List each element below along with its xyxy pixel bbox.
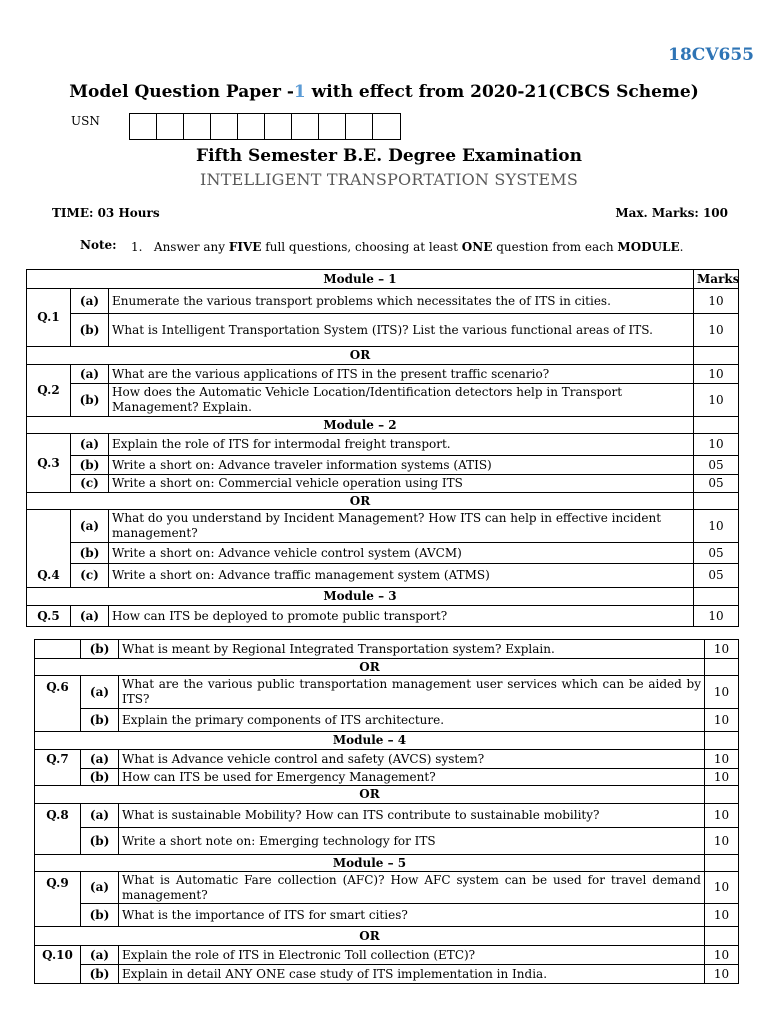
sub-question: (a) bbox=[81, 676, 119, 709]
usn-box bbox=[319, 114, 346, 139]
question-text: How can ITS be used for Emergency Management? bbox=[119, 769, 705, 786]
sub-question: (c) bbox=[71, 475, 109, 493]
question-text: What is Intelligent Transportation System (ITS)? List the various functional areas of ITS. bbox=[109, 314, 694, 347]
sub-question: (a) bbox=[71, 606, 109, 627]
sub-question: (b) bbox=[81, 904, 119, 927]
question-marks: 10 bbox=[705, 872, 739, 904]
usn-box bbox=[157, 114, 184, 139]
question-text: Write a short note on: Emerging technology for ITS bbox=[119, 828, 705, 855]
sub-question: (b) bbox=[71, 543, 109, 564]
question-text: Enumerate the various transport problems which necessitates the of ITS in cities. bbox=[109, 289, 694, 314]
sub-question: (b) bbox=[71, 456, 109, 475]
note-number: 1. bbox=[131, 240, 143, 254]
sub-question: (a) bbox=[81, 804, 119, 828]
sub-question: (a) bbox=[71, 289, 109, 314]
question-marks: 10 bbox=[705, 965, 739, 984]
empty-cell bbox=[35, 640, 81, 659]
note-part: FIVE bbox=[228, 240, 262, 254]
empty-cell bbox=[705, 659, 739, 676]
question-number: Q.10 bbox=[35, 946, 81, 984]
question-text: What do you understand by Incident Management? How ITS can help in effective incident management? bbox=[109, 510, 694, 543]
module-2-header: Module – 2 bbox=[27, 417, 694, 434]
question-marks: 10 bbox=[705, 946, 739, 965]
paper-title bbox=[0, 82, 768, 102]
note-part: Answer any bbox=[153, 240, 229, 254]
question-text: What is Automatic Fare collection (AFC)? How AFC system can be used for travel demand management? bbox=[119, 872, 705, 904]
question-number: Q.4 bbox=[27, 510, 71, 588]
sub-question: (a) bbox=[71, 510, 109, 543]
note-part: question from each bbox=[492, 240, 618, 254]
note-label: Note: bbox=[80, 238, 117, 252]
question-text: What is meant by Regional Integrated Transportation system? Explain. bbox=[119, 640, 705, 659]
question-number: Q.9 bbox=[35, 872, 81, 927]
or-row: OR bbox=[35, 786, 705, 804]
sub-question: (b) bbox=[81, 769, 119, 786]
question-marks: 10 bbox=[705, 828, 739, 855]
question-number: Q.1 bbox=[27, 289, 71, 347]
question-table-page2 bbox=[34, 639, 739, 984]
empty-cell bbox=[705, 732, 739, 750]
question-marks: 05 bbox=[694, 475, 739, 493]
question-marks: 10 bbox=[694, 314, 739, 347]
question-text: What is the importance of ITS for smart cities? bbox=[119, 904, 705, 927]
module-5-header: Module – 5 bbox=[35, 855, 705, 872]
usn-boxes bbox=[129, 113, 401, 140]
module-3-header: Module – 3 bbox=[27, 588, 694, 606]
sub-question: (b) bbox=[81, 965, 119, 984]
question-marks: 10 bbox=[705, 804, 739, 828]
exam-name: Fifth Semester B.E. Degree Examination bbox=[196, 146, 582, 166]
exam-time: TIME: 03 Hours bbox=[52, 206, 160, 220]
question-text: Write a short on: Advance traffic management system (ATMS) bbox=[109, 564, 694, 588]
question-marks: 10 bbox=[694, 606, 739, 627]
usn-box bbox=[265, 114, 292, 139]
question-text: What are the various applications of ITS in the present traffic scenario? bbox=[109, 365, 694, 384]
usn-box bbox=[373, 114, 400, 139]
question-number: Q.3 bbox=[27, 434, 71, 493]
sub-question: (a) bbox=[71, 434, 109, 456]
module-4-header: Module – 4 bbox=[35, 732, 705, 750]
empty-cell bbox=[705, 927, 739, 946]
question-text: How does the Automatic Vehicle Location/Identification detectors help in Transport Management? Explain. bbox=[109, 384, 694, 417]
question-text: Explain the role of ITS in Electronic Toll collection (ETC)? bbox=[119, 946, 705, 965]
question-marks: 10 bbox=[694, 384, 739, 417]
subject-name: INTELLIGENT TRANSPORTATION SYSTEMS bbox=[200, 170, 578, 189]
or-row: OR bbox=[35, 927, 705, 946]
question-number: Q.7 bbox=[35, 750, 81, 786]
usn-box bbox=[238, 114, 265, 139]
question-marks: 10 bbox=[705, 676, 739, 709]
question-text: What is Advance vehicle control and safety (AVCS) system? bbox=[119, 750, 705, 769]
question-number: Q.6 bbox=[35, 676, 81, 732]
or-row: OR bbox=[27, 493, 694, 510]
title-number: 1 bbox=[293, 82, 306, 102]
question-marks: 10 bbox=[694, 365, 739, 384]
usn-box bbox=[292, 114, 319, 139]
note-part: MODULE bbox=[617, 240, 680, 254]
sub-question: (a) bbox=[81, 750, 119, 769]
usn-box bbox=[184, 114, 211, 139]
question-marks: 10 bbox=[705, 750, 739, 769]
question-text: Write a short on: Commercial vehicle operation using ITS bbox=[109, 475, 694, 493]
title-suffix: with effect from 2020-21(CBCS Scheme) bbox=[305, 82, 699, 102]
sub-question: (c) bbox=[71, 564, 109, 588]
question-marks: 10 bbox=[705, 709, 739, 732]
question-number: Q.5 bbox=[27, 606, 71, 627]
question-marks: 10 bbox=[694, 434, 739, 456]
empty-cell bbox=[705, 855, 739, 872]
question-marks: 10 bbox=[694, 289, 739, 314]
module-1-header: Module – 1 bbox=[27, 270, 694, 289]
sub-question: (b) bbox=[71, 314, 109, 347]
question-marks: 05 bbox=[694, 564, 739, 588]
question-text: How can ITS be deployed to promote public transport? bbox=[109, 606, 694, 627]
question-text: Explain the primary components of ITS architecture. bbox=[119, 709, 705, 732]
question-marks: 10 bbox=[694, 510, 739, 543]
question-number: Q.8 bbox=[35, 804, 81, 855]
marks-header: Marks bbox=[694, 270, 739, 289]
question-text: What is sustainable Mobility? How can ITS contribute to sustainable mobility? bbox=[119, 804, 705, 828]
note-part: ONE bbox=[461, 240, 493, 254]
usn-box bbox=[211, 114, 238, 139]
usn-box bbox=[346, 114, 373, 139]
question-marks: 05 bbox=[694, 456, 739, 475]
question-marks: 10 bbox=[705, 769, 739, 786]
sub-question: (b) bbox=[81, 828, 119, 855]
sub-question: (a) bbox=[81, 872, 119, 904]
max-marks: Max. Marks: 100 bbox=[615, 206, 728, 220]
subject-code: 18CV655 bbox=[668, 45, 754, 65]
question-marks: 10 bbox=[705, 904, 739, 927]
question-text: Explain the role of ITS for intermodal freight transport. bbox=[109, 434, 694, 456]
question-marks: 05 bbox=[694, 543, 739, 564]
question-marks: 10 bbox=[705, 640, 739, 659]
sub-question: (b) bbox=[81, 640, 119, 659]
question-text: Explain in detail ANY ONE case study of ITS implementation in India. bbox=[119, 965, 705, 984]
sub-question: (a) bbox=[81, 946, 119, 965]
note-part: full questions, choosing at least bbox=[261, 240, 462, 254]
empty-cell bbox=[694, 493, 739, 510]
or-row: OR bbox=[35, 659, 705, 676]
usn-label: USN bbox=[71, 114, 100, 128]
empty-cell bbox=[694, 417, 739, 434]
note-part: . bbox=[679, 240, 684, 254]
question-number: Q.2 bbox=[27, 365, 71, 417]
or-row: OR bbox=[27, 347, 694, 365]
sub-question: (a) bbox=[71, 365, 109, 384]
empty-cell bbox=[694, 588, 739, 606]
note-text bbox=[131, 240, 683, 254]
title-prefix: Model Question Paper - bbox=[69, 82, 294, 102]
question-text: What are the various public transportation management user services which can be aided by ITS? bbox=[119, 676, 705, 709]
question-table-page1 bbox=[26, 269, 739, 627]
sub-question: (b) bbox=[71, 384, 109, 417]
usn-box bbox=[130, 114, 157, 139]
empty-cell bbox=[705, 786, 739, 804]
question-text: Write a short on: Advance vehicle control system (AVCM) bbox=[109, 543, 694, 564]
question-text: Write a short on: Advance traveler information systems (ATIS) bbox=[109, 456, 694, 475]
sub-question: (b) bbox=[81, 709, 119, 732]
empty-cell bbox=[694, 347, 739, 365]
